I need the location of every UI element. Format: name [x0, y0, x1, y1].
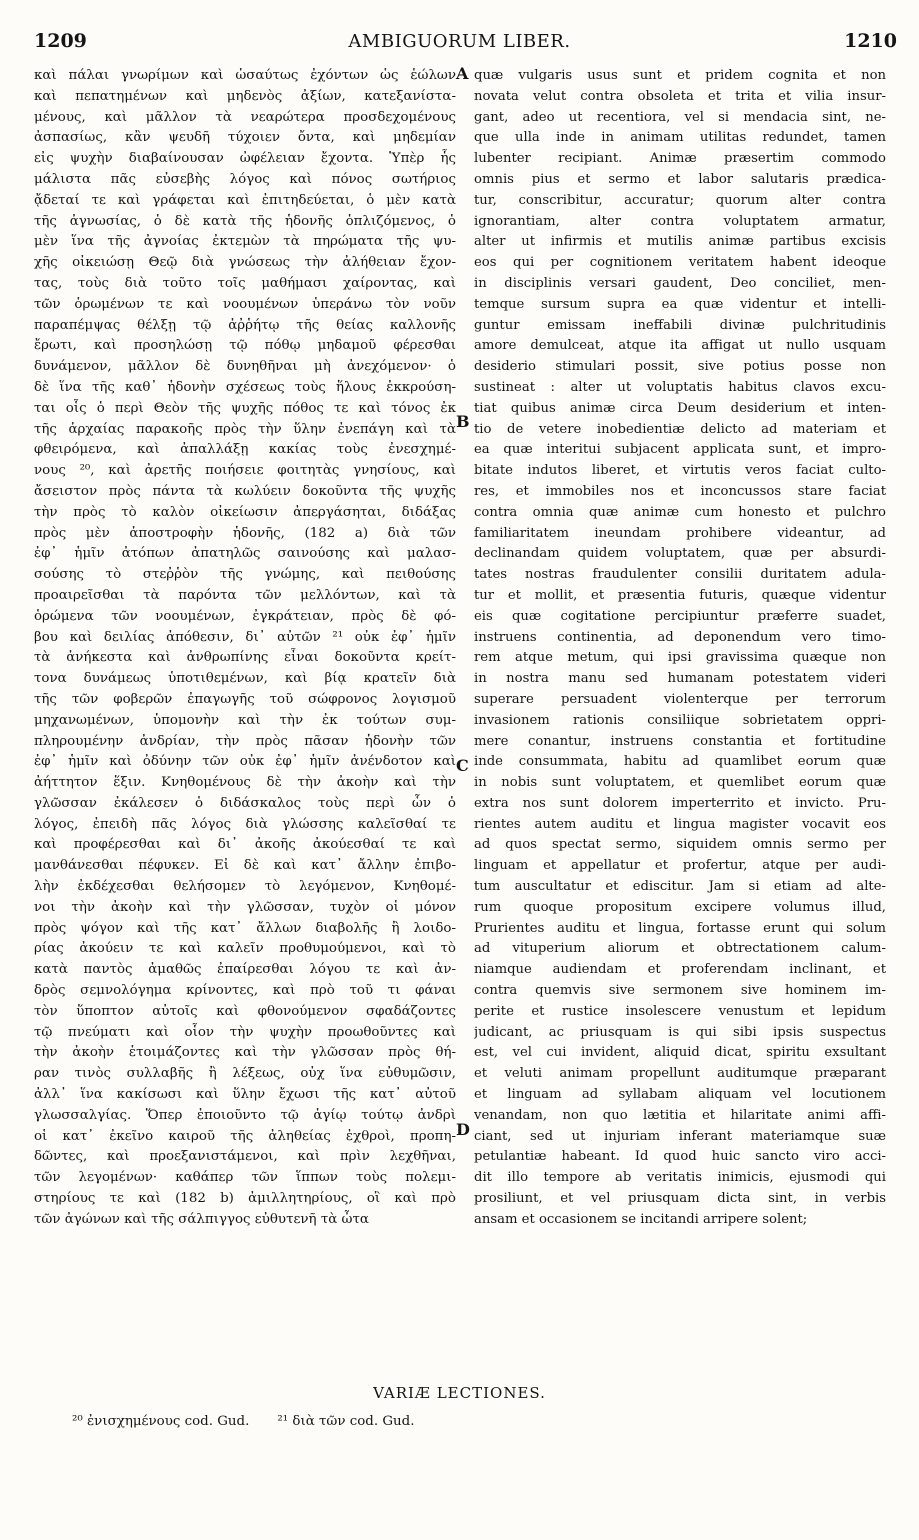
latin-text-line: tiat quibus animæ circa Deum desiderium et inten-: [474, 400, 886, 416]
latin-text-line: rum quoque propositum excipere volumus illud,: [474, 899, 886, 915]
latin-text-line: in nostra manu sed humanam potestatem videri: [474, 671, 886, 687]
footnotes-title: VARIÆ LECTIONES.: [373, 1384, 546, 1402]
greek-text-line: δὲ ἵνα τῆς καθ᾽ ἡδονὴν σχέσεως τοὺς ἥλους ἐκκρούση-: [34, 379, 456, 395]
greek-text-line: τὸν ὕποπτον αὐτοῖς καὶ φθονούμενον σφαδάζοντες: [34, 1003, 456, 1019]
section-marker-b: B: [456, 412, 470, 431]
footnotes: [72, 1414, 443, 1429]
latin-text-line: novata velut contra obsoleta et trita et vilia insur-: [474, 88, 886, 104]
greek-text-line: μένους, καὶ μᾶλλον τὰ νεαρώτερα προσδεχομένους: [34, 109, 456, 125]
latin-text-line: desiderio stimulari possit, sive potius posse non: [474, 359, 886, 375]
latin-text-line: tum auscultatur et ediscitur. Jam si etiam ad alte-: [474, 879, 886, 895]
latin-text-line: in nobis sunt voluptatem, et quemlibet eorum quæ: [474, 775, 886, 791]
greek-text-line: ἀήττητον ἕξιν. Κνηθομένους δὲ τὴν ἀκοὴν καὶ τὴν: [34, 775, 456, 791]
latin-text-line: judicant, ac priusquam is qui sibi ipsis suspectus: [474, 1024, 886, 1040]
latin-text-line: contra quemvis sive sermonem sive hominem im-: [474, 983, 886, 999]
latin-text-line: tio de vetere inobedientiæ delicto ad materiam et: [474, 421, 886, 437]
latin-text-line: ciant, sed ut injuriam inferant materiamque suæ: [474, 1128, 886, 1144]
greek-text-line: λόγος, ἐπειδὴ πᾶς λόγος διὰ γλώσσης καλεῖσθαί τε: [34, 816, 456, 832]
latin-text-line: mere conantur, instruens constantia et fortitudine: [474, 733, 886, 749]
greek-text-line: ἔρωτι, καὶ προσηλώσῃ τῷ πόθῳ μηδαμοῦ φέρεσθαι: [34, 338, 456, 354]
latin-text-line: familiaritatem ineundam prohibere videantur, ad: [474, 525, 886, 541]
greek-text-line: ἀσπασίως, κἂν ψευδῆ τύχοιεν ὄντα, καὶ μηδεμίαν: [34, 130, 456, 146]
greek-text-line: οἱ κατ᾽ ἐκεῖνο καιροῦ τῆς ἀληθείας ἐχθροὶ, προπη-: [34, 1128, 456, 1144]
greek-column: [34, 66, 456, 1231]
latin-text-line: que ulla inde in animam utilitas redundet, tamen: [474, 130, 886, 146]
footnote-item: ²¹ διὰ τῶν cod. Gud.: [277, 1414, 415, 1429]
greek-text-line: ἄσειστον πρὸς πάντα τὰ κωλύειν δοκοῦντα τῆς ψυχῆς: [34, 483, 456, 499]
greek-text-line: λὴν ἐκδέχεσθαι θελήσομεν τὸ λεγόμενον, Κνηθομέ-: [34, 879, 456, 895]
greek-text-line: μὲν ἵνα τῆς ἀγνοίας ἐκτεμὼν τὰ πηρώματα τῆς ψυ-: [34, 234, 456, 250]
greek-text-line: μηχανωμένων, ὑπομονὴν καὶ τὴν ἐκ τούτων συμ-: [34, 712, 456, 728]
greek-text-line: τὴν πρὸς τὸ καλὸν οἰκείωσιν ἀπεργάσηται, διδάξας: [34, 504, 456, 520]
greek-text-line: πρὸς μὲν ἀποστροφὴν ἡδονῆς, (182 a) διὰ τῶν: [34, 525, 456, 541]
latin-text-line: dit illo tempore ab veritatis inimicis, ejusmodi qui: [474, 1170, 886, 1186]
latin-text-line: amore demulceat, atque ita affigat ut nullo usquam: [474, 338, 886, 354]
latin-text-line: Prurientes auditu et lingua, fortasse erunt qui solum: [474, 920, 886, 936]
greek-text-line: ἐφ᾽ ἡμῖν καὶ ὀδύνην τῶν οὐκ ἐφ᾽ ἡμῖν ἀνένδοτον καὶ: [34, 754, 456, 770]
greek-text-line: τὴν ἀκοὴν ἑτοιμάζοντες καὶ τὴν γλῶσσαν πρὸς θή-: [34, 1045, 456, 1061]
greek-text-line: καὶ πεπατημένων καὶ μηδενὸς ἀξίων, κατεξανίστα-: [34, 88, 456, 104]
section-marker-a: A: [456, 64, 469, 83]
greek-text-line: ὁρώμενα τῶν νοουμένων, ἐγκράτειαν, πρὸς δὲ φό-: [34, 608, 456, 624]
greek-text-line: βου καὶ δειλίας ἀπόθεσιν, δι᾽ αὐτῶν ²¹ οὐκ ἐφ᾽ ἡμῖν: [34, 629, 456, 645]
greek-text-line: νους ²⁰, καὶ ἀρετῆς ποιήσειε φοιτητὰς γνησίους, καὶ: [34, 463, 456, 479]
greek-text-line: ται οἷς ὁ περὶ Θεὸν τῆς ψυχῆς πόθος τε καὶ τόνος ἐκ: [34, 400, 456, 416]
greek-text-line: πρὸς ψόγον καὶ τῆς κατ᾽ ἄλλων διαβολῆς ἢ λοιδο-: [34, 920, 456, 936]
greek-text-line: φθειρόμενα, καὶ ἀπαλλάξῃ κακίας τοὺς ἐνεσχημέ-: [34, 442, 456, 458]
latin-text-line: alter ut infirmis et mutilis animæ partibus excisis: [474, 234, 886, 250]
latin-text-line: et veluti animam propellunt auditumque præparant: [474, 1066, 886, 1082]
greek-text-line: γλωσσαλγίας. Ὅπερ ἐποιοῦντο τῷ ἁγίῳ τούτῳ ἀνδρὶ: [34, 1107, 456, 1123]
greek-text-line: μανθάνεσθαι πέφυκεν. Εἰ δὲ καὶ κατ᾽ ἄλλην ἐπιβο-: [34, 858, 456, 874]
greek-text-line: ἀλλ᾽ ἵνα κακίσωσι καὶ ὕλην ἔχωσι τῆς κατ᾽ αὐτοῦ: [34, 1087, 456, 1103]
greek-text-line: τονα δυνάμεως ὑποτιθεμένων, καὶ βίᾳ κρατεῖν διὰ: [34, 671, 456, 687]
greek-text-line: ἐφ᾽ ἡμῖν ἀτόπων ἀπατηλῶς σαινούσης καὶ μαλασ-: [34, 546, 456, 562]
greek-text-line: τῆς τῶν φοβερῶν ἐπαγωγῆς τοῦ σώφρονος λογισμοῦ: [34, 691, 456, 707]
greek-text-line: καὶ προφέρεσθαι καὶ δι᾽ ἀκοῆς ἀκούεσθαί τε καὶ: [34, 837, 456, 853]
greek-text-line: στηρίους τε καὶ (182 b) ἀμιλλητηρίους, οἳ καὶ πρὸ: [34, 1191, 456, 1207]
greek-text-line: ραν τινὸς συλλαβῆς ἢ λέξεως, οὐχ ἵνα εὐθυμῶσιν,: [34, 1066, 456, 1082]
latin-text-line: quæ vulgaris usus sunt et pridem cognita et non: [474, 68, 886, 83]
page-number-left: 1209: [34, 30, 87, 52]
latin-text-line: res, et immobiles nos et inconcussos stare faciat: [474, 483, 886, 499]
latin-text-line: et linguam ad syllabam aliquam vel locutionem: [474, 1087, 886, 1103]
latin-text-line: niamque audiendam et proferendam inclinant, et: [474, 962, 886, 978]
latin-text-line: in disciplinis versari gaudent, Deo conciliet, men-: [474, 275, 886, 291]
greek-text-line: νοι τὴν ἀκοὴν καὶ τὴν γλῶσσαν, τυχὸν οἱ μόνον: [34, 899, 456, 915]
greek-text-line: τῷ πνεύματι καὶ οἷον τὴν ψυχὴν προωθοῦντες καὶ: [34, 1024, 456, 1040]
latin-text-line: rientes autem auditu et lingua magister vocavit eos: [474, 816, 886, 832]
section-marker-d: D: [456, 1120, 470, 1139]
latin-text-line: venandam, non quo lætitia et hilaritate animi affi-: [474, 1107, 886, 1123]
latin-text-line: linguam et appellatur et profertur, atque per audi-: [474, 858, 886, 874]
latin-text-line: rem atque metum, qui ipsi gravissima quæque non: [474, 650, 886, 666]
latin-text-line: omnis pius et sermo et labor salutaris prædica-: [474, 171, 886, 187]
latin-text-line: tates nostras fraudulenter consilii duritatem adula-: [474, 567, 886, 583]
latin-text-line: tur et mollit, et præsentia futuris, quæque videntur: [474, 587, 886, 603]
greek-text-line: εἰς ψυχὴν διαβαίνουσαν ὠφέλειαν ἔχοντα. Ὑπὲρ ἧς: [34, 151, 456, 167]
greek-text-line: σούσης τὸ στεῤῥὸν τῆς γνώμης, καὶ πειθούσης: [34, 567, 456, 583]
latin-text-line: invasionem rationis consiliique sobrietatem oppri-: [474, 712, 886, 728]
greek-text-line: πληρουμένην ἀνδρίαν, τὴν πρὸς πᾶσαν ἡδονὴν τῶν: [34, 733, 456, 749]
section-marker-c: C: [456, 756, 469, 775]
latin-text-line: superare persuadent violenterque per terrorum: [474, 691, 886, 707]
latin-text-line: eis quæ cogitatione percipiuntur præferre suadet,: [474, 608, 886, 624]
latin-text-line: lubenter recipiant. Animæ præsertim commodo: [474, 151, 886, 167]
greek-text-line: τῶν λεγομένων· καθάπερ τῶν ἵππων τοὺς πολεμι-: [34, 1170, 456, 1186]
running-title: AMBIGUORUM LIBER.: [348, 31, 571, 52]
latin-text-line: ignorantiam, alter contra voluptatem armatur,: [474, 213, 886, 229]
greek-text-line: κατὰ παντὸς ἀμαθῶς ἐπαίρεσθαι λόγου τε καὶ ἀν-: [34, 962, 456, 978]
greek-text-line: τῶν ἀγώνων καὶ τῆς σάλπιγγος εὐθυτενῆ τὰ ὦτα: [34, 1211, 369, 1227]
page-number-right: 1210: [844, 30, 897, 52]
greek-text-line: καὶ πάλαι γνωρίμων καὶ ὡσαύτως ἐχόντων ὡς ἑώλων: [34, 68, 456, 83]
greek-text-line: δρὸς σεμνολόγημα κρίνοντες, καὶ πρὸ τοῦ τι φάναι: [34, 983, 456, 999]
latin-text-line: instruens continentia, ad deponendum vero timo-: [474, 629, 886, 645]
latin-text-line: guntur emissam ineffabili divinæ pulchritudinis: [474, 317, 886, 333]
greek-text-line: τῆς ἀρχαίας παρακοῆς πρὸς τὴν ὕλην ἐνεπάγη καὶ τὰ: [34, 421, 456, 437]
greek-text-line: τὰ ἀνήκεστα καὶ ἀνθρωπίνης εἶναι δοκοῦντα κρείτ-: [34, 650, 456, 666]
greek-text-line: τας, τοὺς διὰ τοῦτο τοῖς μαθήμασι χαίροντας, καὶ: [34, 275, 456, 291]
footnote-item: ²⁰ ἐνισχημένους cod. Gud.: [72, 1414, 250, 1429]
latin-text-line: ad quos spectat sermo, siquidem omnis sermo per: [474, 837, 886, 853]
latin-text-line: ad vituperium aliorum et obtrectationem calum-: [474, 941, 886, 957]
latin-text-line: extra nos sunt dolorem imperterrito et invicto. Pru-: [474, 795, 886, 811]
greek-text-line: γλῶσσαν ἐκάλεσεν ὁ διδάσκαλος τοὺς περὶ ὧν ὁ: [34, 795, 456, 811]
latin-text-line: perite et rustice insolescere venustum et lepidum: [474, 1003, 886, 1019]
latin-text-line: prosiliunt, et vel priusquam dicta sint, in verbis: [474, 1191, 886, 1207]
latin-text-line: inde consummata, habitu ad quamlibet eorum quæ: [474, 754, 886, 770]
greek-text-line: δυνάμενον, μᾶλλον δὲ δυνηθῆναι μὴ ἀνεχόμενον· ὁ: [34, 359, 456, 375]
greek-text-line: μάλιστα πᾶς εὐσεβὴς λόγος καὶ πόνος σωτήριος: [34, 171, 456, 187]
latin-text-line: declinandam quidem voluptatem, quæ per absurdi-: [474, 546, 886, 562]
greek-text-line: δῶντες, καὶ προεξανιστάμενοι, καὶ πρὶν λεχθῆναι,: [34, 1149, 456, 1165]
latin-text-line: temque sursum supra ea quæ videntur et intelli-: [474, 296, 886, 312]
latin-text-line: bitate indutos liberet, et virtutis veros faciat culto-: [474, 463, 886, 479]
latin-text-line: est, vel cui invident, aliquid dicat, spiritu exsultant: [474, 1045, 886, 1061]
latin-column: [474, 66, 886, 1231]
greek-text-line: χῆς οἰκειώσῃ Θεῷ διὰ γνώσεως τὴν ἀλήθειαν ἔχον-: [34, 255, 456, 271]
latin-text-line: petulantiæ habeant. Id quod huic sancto viro acci-: [474, 1149, 886, 1165]
latin-text-line: sustineat : alter ut voluptatis habitus clavos excu-: [474, 379, 886, 395]
page-header: [0, 30, 919, 56]
greek-text-line: τῶν ὁρωμένων τε καὶ νοουμένων ὑπεράνω τὸν νοῦν: [34, 296, 456, 312]
greek-text-line: παραπέμψας θέλξῃ τῷ ἀῤῥήτῳ τῆς θείας καλλονῆς: [34, 317, 456, 333]
latin-text-line: eos qui per cognitionem veritatem habent ideoque: [474, 255, 886, 271]
greek-text-line: προαιρεῖσθαι τὰ παρόντα τῶν μελλόντων, καὶ τὰ: [34, 587, 456, 603]
latin-text-line: ea quæ interitui subjacent applicata sunt, et impro-: [474, 442, 886, 458]
greek-text-line: ρίας ἀκούειν τε καὶ καλεῖν προθυμούμενοι, καὶ τὸ: [34, 941, 456, 957]
latin-text-line: ansam et occasionem se incitandi arripere solent;: [474, 1211, 808, 1227]
greek-text-line: τῆς ἀγνωσίας, ὁ δὲ κατὰ τῆς ἡδονῆς ὁπλιζόμενος, ὁ: [34, 213, 456, 229]
latin-text-line: tur, conscribitur, accuratur; quorum alter contra: [474, 192, 886, 208]
latin-text-line: contra omnia quæ animæ cum honesto et pulchro: [474, 504, 886, 520]
latin-text-line: gant, adeo ut recentiora, vel si mendacia sint, ne-: [474, 109, 886, 125]
greek-text-line: ᾄδεταί τε καὶ γράφεται καὶ ἐπιτηδεύεται, ὁ μὲν κατὰ: [34, 192, 456, 208]
